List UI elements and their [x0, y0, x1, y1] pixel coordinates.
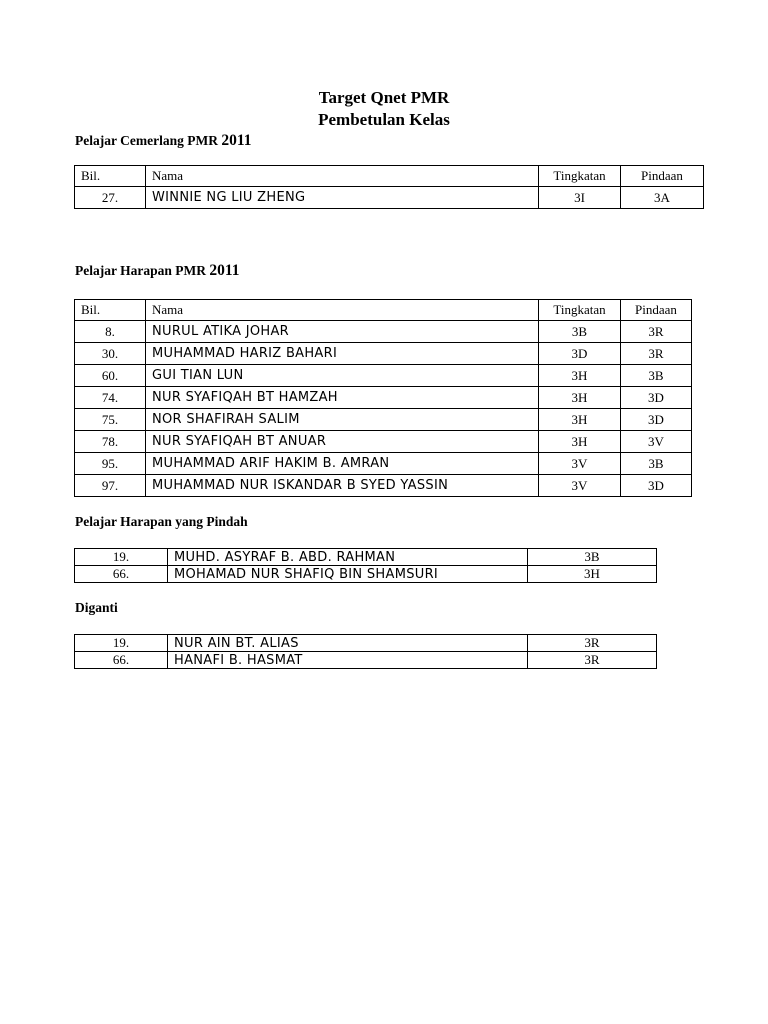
section-heading-pindah: Pelajar Harapan yang Pindah — [75, 514, 248, 529]
table-row — [75, 549, 657, 566]
cell-bil: 95. — [75, 453, 146, 475]
cell-bil: 19. — [75, 549, 168, 566]
cell-nama: NOR SHAFIRAH SALIM — [146, 409, 539, 431]
table-row — [75, 566, 657, 583]
cell-bil: 78. — [75, 431, 146, 453]
table-row — [75, 343, 692, 365]
table-header-row — [75, 300, 692, 321]
cell-pindaan: 3D — [621, 475, 692, 497]
cell-nama: MUHD. ASYRAF B. ABD. RAHMAN — [168, 549, 528, 566]
section-heading-text: Pelajar Cemerlang PMR — [75, 133, 218, 148]
cell-tingkatan: 3H — [539, 409, 621, 431]
section-heading-diganti: Diganti — [75, 600, 118, 615]
table-row — [75, 321, 692, 343]
cell-tingkatan: 3H — [528, 566, 657, 583]
cell-tingkatan: 3R — [528, 635, 657, 652]
cell-nama: MUHAMMAD ARIF HAKIM B. AMRAN — [146, 453, 539, 475]
header-pindaan: Pindaan — [621, 300, 692, 321]
section-heading-harapan — [75, 262, 240, 280]
table-row — [75, 453, 692, 475]
page-title: Target Qnet PMR — [318, 88, 450, 107]
cell-bil: 74. — [75, 387, 146, 409]
table-row — [75, 475, 692, 497]
pindah-table — [74, 548, 657, 583]
cell-bil: 60. — [75, 365, 146, 387]
section-heading-cemerlang — [75, 132, 251, 150]
cell-nama: WINNIE NG LIU ZHENG — [146, 187, 539, 209]
page-subtitle: Pembetulan Kelas — [318, 110, 450, 129]
cell-tingkatan: 3H — [539, 431, 621, 453]
cell-tingkatan: 3R — [528, 652, 657, 669]
cell-bil: 8. — [75, 321, 146, 343]
cell-tingkatan: 3V — [539, 475, 621, 497]
section-heading-text: Pelajar Harapan PMR — [75, 263, 206, 278]
cell-pindaan: 3R — [621, 343, 692, 365]
cell-pindaan: 3D — [621, 387, 692, 409]
header-nama: Nama — [146, 300, 539, 321]
cell-bil: 19. — [75, 635, 168, 652]
header-bil: Bil. — [75, 166, 146, 187]
cell-bil: 75. — [75, 409, 146, 431]
cell-tingkatan: 3H — [539, 365, 621, 387]
cell-bil: 66. — [75, 652, 168, 669]
table-row — [75, 187, 704, 209]
cell-nama: NUR SYAFIQAH BT HAMZAH — [146, 387, 539, 409]
cell-bil: 97. — [75, 475, 146, 497]
cell-nama: MUHAMMAD HARIZ BAHARI — [146, 343, 539, 365]
cell-pindaan: 3B — [621, 453, 692, 475]
header-tingkatan: Tingkatan — [539, 166, 621, 187]
table-row — [75, 652, 657, 669]
cell-bil: 66. — [75, 566, 168, 583]
cell-pindaan: 3A — [621, 187, 704, 209]
diganti-table — [74, 634, 657, 669]
table-header-row — [75, 166, 704, 187]
section-year: 2011 — [221, 132, 252, 149]
section-year: 2011 — [209, 262, 240, 279]
table-row — [75, 365, 692, 387]
cell-tingkatan: 3H — [539, 387, 621, 409]
cell-tingkatan: 3D — [539, 343, 621, 365]
cell-tingkatan: 3B — [539, 321, 621, 343]
header-bil: Bil. — [75, 300, 146, 321]
cell-pindaan: 3B — [621, 365, 692, 387]
table-row — [75, 387, 692, 409]
harapan-table — [74, 299, 692, 497]
cell-nama: NUR SYAFIQAH BT ANUAR — [146, 431, 539, 453]
cell-tingkatan: 3V — [539, 453, 621, 475]
table-row — [75, 635, 657, 652]
cell-tingkatan: 3I — [539, 187, 621, 209]
cell-nama: HANAFI B. HASMAT — [168, 652, 528, 669]
cell-bil: 30. — [75, 343, 146, 365]
cell-nama: GUI TIAN LUN — [146, 365, 539, 387]
cemerlang-table — [74, 165, 704, 209]
table-row — [75, 431, 692, 453]
table-row — [75, 409, 692, 431]
cell-pindaan: 3V — [621, 431, 692, 453]
header-pindaan: Pindaan — [621, 166, 704, 187]
cell-pindaan: 3D — [621, 409, 692, 431]
cell-tingkatan: 3B — [528, 549, 657, 566]
cell-nama: MUHAMMAD NUR ISKANDAR B SYED YASSIN — [146, 475, 539, 497]
cell-nama: NUR AIN BT. ALIAS — [168, 635, 528, 652]
cell-pindaan: 3R — [621, 321, 692, 343]
cell-bil: 27. — [75, 187, 146, 209]
cell-nama: MOHAMAD NUR SHAFIQ BIN SHAMSURI — [168, 566, 528, 583]
cell-nama: NURUL ATIKA JOHAR — [146, 321, 539, 343]
header-nama: Nama — [146, 166, 539, 187]
header-tingkatan: Tingkatan — [539, 300, 621, 321]
